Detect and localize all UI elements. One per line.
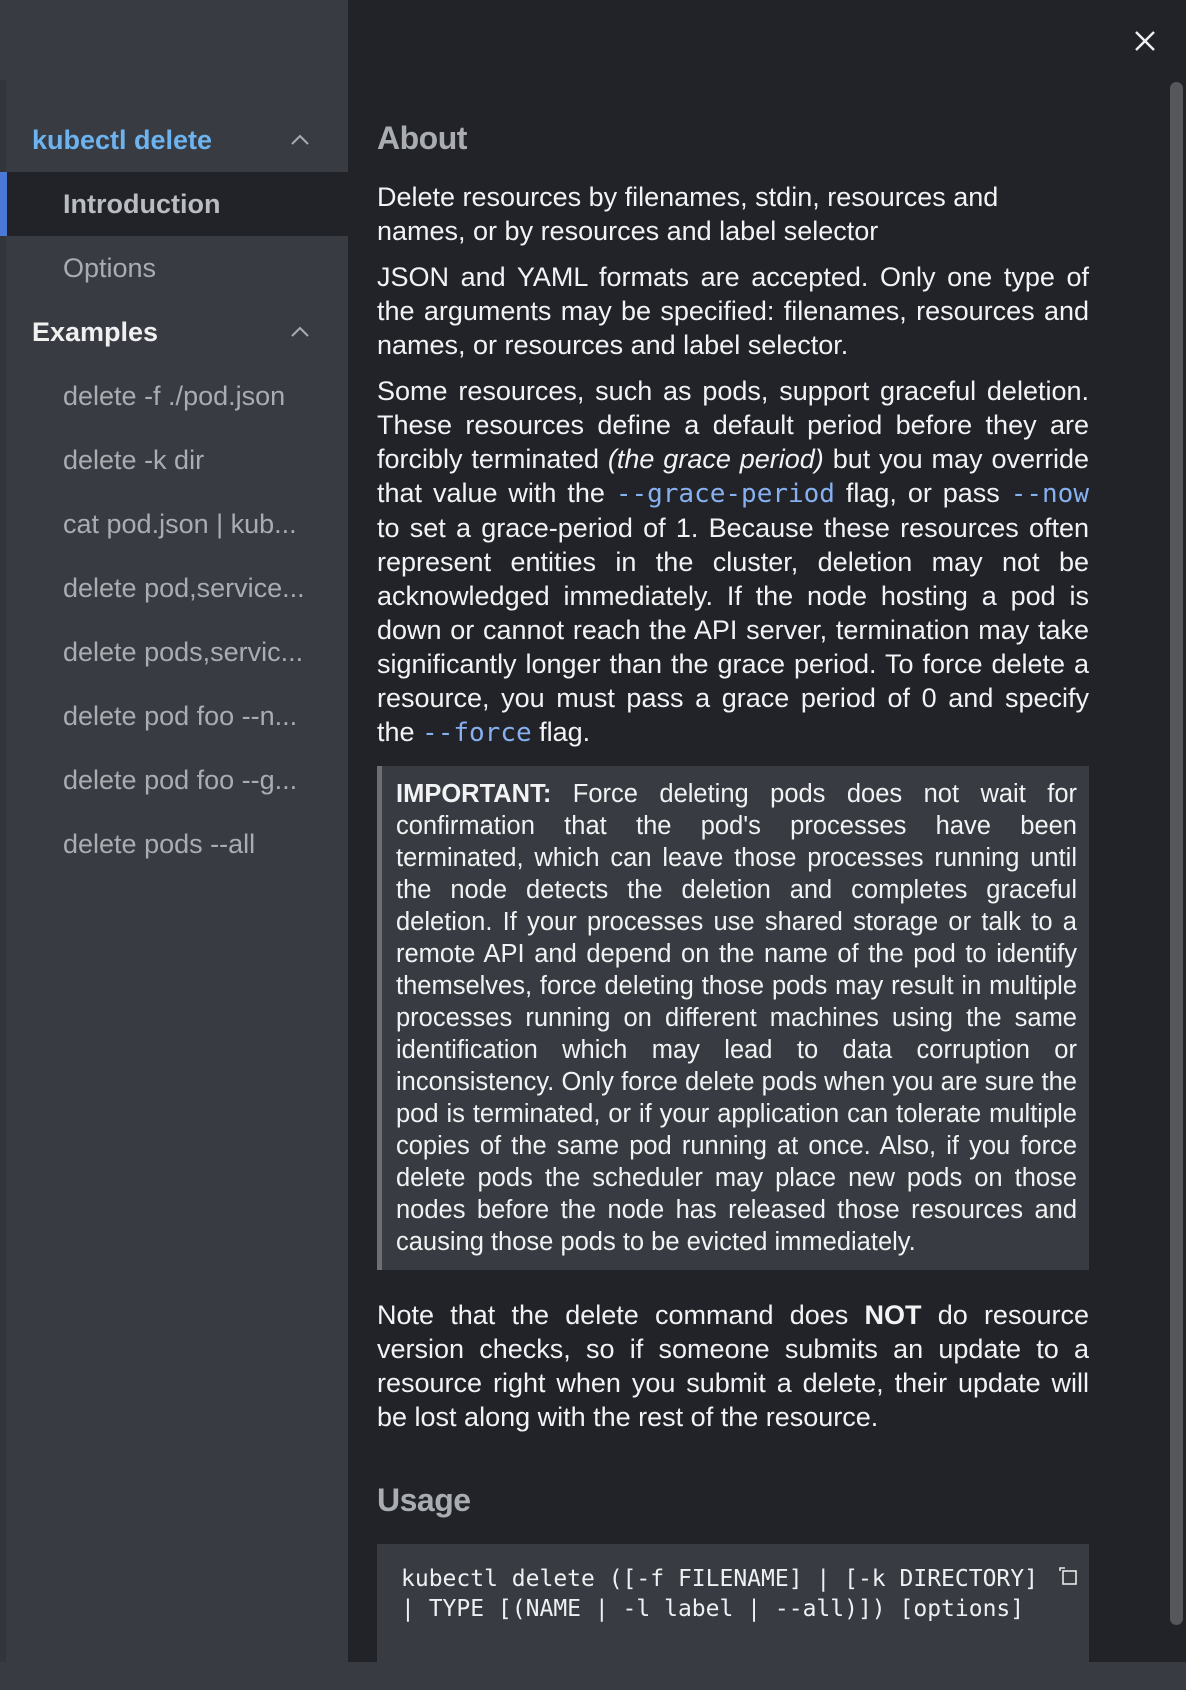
sidebar-item-label: Options bbox=[63, 252, 157, 283]
sidebar-example-item[interactable] bbox=[6, 684, 348, 748]
chevron-up-icon[interactable] bbox=[288, 320, 312, 344]
sidebar-nav bbox=[6, 108, 348, 876]
main-panel bbox=[348, 0, 1186, 1662]
usage-code-block bbox=[377, 1544, 1089, 1690]
sidebar-item-label: cat pod.json | kub... bbox=[63, 508, 297, 539]
sidebar-example-item[interactable] bbox=[6, 812, 348, 876]
sidebar-item-label: Introduction bbox=[63, 188, 221, 219]
sidebar-example-item[interactable] bbox=[6, 428, 348, 492]
callout-label: IMPORTANT: bbox=[396, 780, 552, 808]
text: Force deleting pods does not wait for confirmation that the pod's processes have been terminated, which can leave those processes running until the node detects the deletion and completes graceful deletion. If your processes use shared storage or talk to a remote API and depend on the name of the pod to identify themselves, force deleting those pods may result in multiple processes running on different machines using the same identification which may lead to data corruption or inconsistency. Only force delete pods when you are sure the pod is terminated, or if your application can tolerate multiple copies of the same pod running at once. Also, if you force delete pods the scheduler may place new pods on those nodes before the node has released those resources and causing those pods to be evicted immediately. bbox=[396, 780, 1077, 1256]
text: flag. bbox=[531, 717, 591, 747]
usage-code bbox=[401, 1564, 1065, 1624]
sidebar-item-options[interactable] bbox=[6, 236, 348, 300]
copy-icon[interactable] bbox=[1057, 1566, 1079, 1588]
text: Note that the delete command does bbox=[377, 1300, 865, 1330]
sidebar-item-label: delete -f ./pod.json bbox=[63, 380, 286, 411]
sidebar-item-label: delete pod foo --n... bbox=[63, 700, 298, 731]
sidebar-example-item[interactable] bbox=[6, 364, 348, 428]
about-paragraph: Delete resources by filenames, stdin, resources and names, or by resources and label selector bbox=[377, 182, 999, 246]
text: do resource version checks, so if someone submits an update to a resource right when you submit a delete, their update will be lost along with the rest of the resource. bbox=[377, 1300, 1089, 1432]
about-paragraph bbox=[377, 1298, 1089, 1434]
nav-group-label: kubectl delete bbox=[32, 124, 213, 155]
sidebar-item-label: delete pods,servic... bbox=[63, 636, 304, 667]
nav-group-examples[interactable] bbox=[6, 300, 348, 364]
sidebar-item-label: delete pod,service... bbox=[63, 572, 305, 603]
inline-code-force: --force bbox=[422, 718, 532, 748]
bold-text: NOT bbox=[864, 1300, 922, 1330]
doc-content bbox=[377, 120, 1089, 1690]
sidebar-example-item[interactable] bbox=[6, 492, 348, 556]
sidebar-item-label: delete -k dir bbox=[63, 444, 205, 475]
important-callout bbox=[377, 766, 1089, 1270]
section-title-about: About bbox=[377, 120, 467, 156]
chevron-up-icon[interactable] bbox=[288, 128, 312, 152]
italic-text: (the grace period) bbox=[607, 444, 824, 474]
close-icon[interactable] bbox=[1128, 24, 1162, 58]
callout-text bbox=[396, 778, 1077, 1258]
sidebar-example-item[interactable] bbox=[6, 748, 348, 812]
scrollbar[interactable] bbox=[1170, 82, 1183, 1625]
sidebar-example-item[interactable] bbox=[6, 556, 348, 620]
text: Some resources, such as pods, support graceful deletion. These resources define a default period before they are forcibly terminated bbox=[377, 376, 1089, 474]
text: to set a grace-period of 1. Because these resources often represent entities in the cluster, deletion may not be acknowledged immediately. If the node hosting a pod is down or cannot reach the API server, termination may take significantly longer than the grace period. To force delete a resource, you must pass a grace period of 0 and specify the bbox=[377, 513, 1089, 747]
code-line: kubectl delete ([-f FILENAME] | [-k DIRECTORY] bbox=[401, 1566, 1038, 1592]
section-title-usage: Usage bbox=[377, 1482, 471, 1518]
about-paragraph bbox=[377, 374, 1089, 750]
nav-group-kubectl-delete[interactable] bbox=[6, 108, 348, 172]
sidebar-item-label: delete pod foo --g... bbox=[63, 764, 298, 795]
sidebar-example-item[interactable] bbox=[6, 620, 348, 684]
bottom-strip bbox=[348, 1662, 1186, 1668]
sidebar bbox=[0, 0, 348, 1668]
sidebar-item-introduction[interactable] bbox=[6, 172, 348, 236]
code-line: | TYPE [(NAME | -l label | --all)]) [options] bbox=[401, 1596, 1025, 1622]
inline-code-grace-period: --grace-period bbox=[615, 479, 835, 509]
text: but you may override that value with the bbox=[377, 444, 1089, 508]
text: flag, or pass bbox=[834, 478, 1011, 508]
sidebar-item-label: delete pods --all bbox=[63, 828, 256, 859]
about-paragraph: JSON and YAML formats are accepted. Only one type of the arguments may be specified: filenames, resources and names, or resources and label selector. bbox=[377, 262, 1089, 360]
nav-group-label: Examples bbox=[32, 316, 159, 347]
inline-code-now: --now bbox=[1010, 479, 1089, 509]
